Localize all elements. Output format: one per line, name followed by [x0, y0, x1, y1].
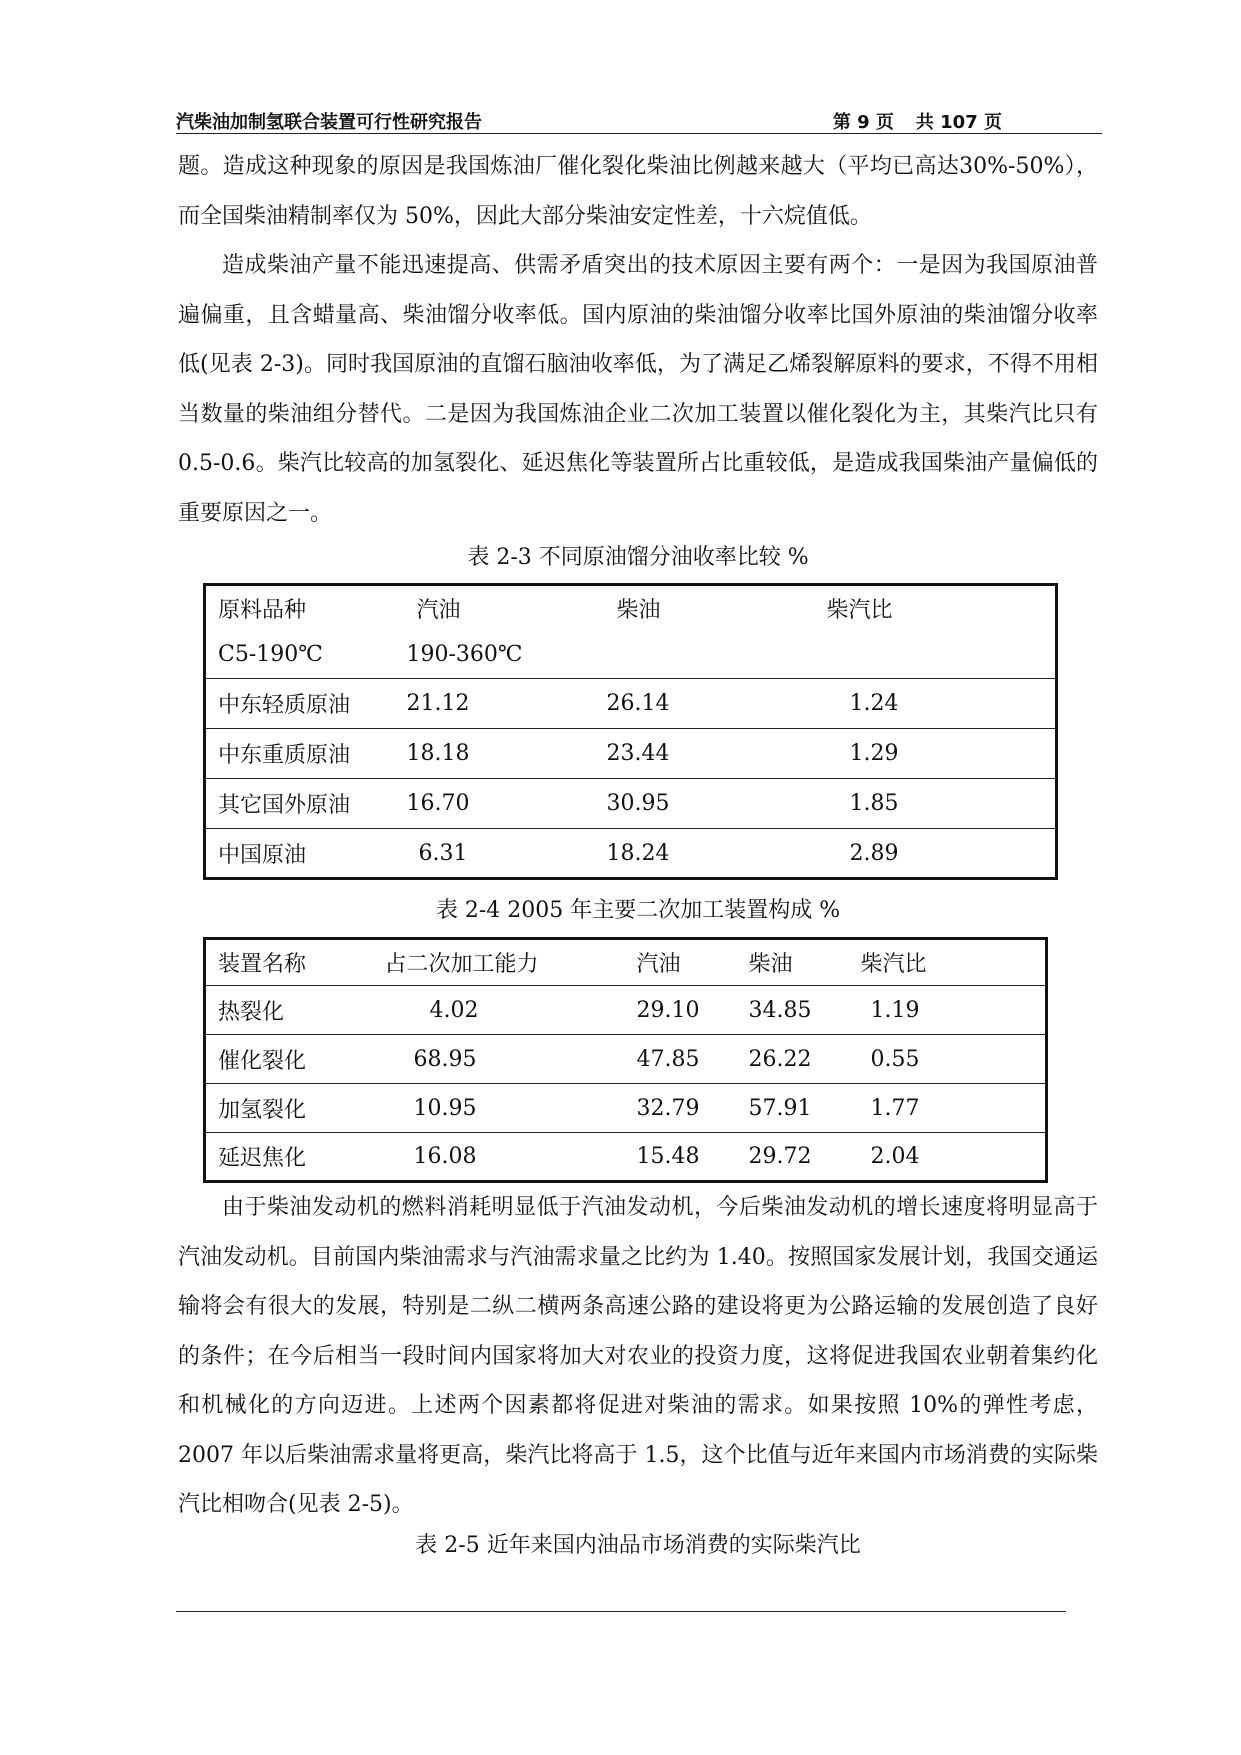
table-cell: 1.85: [805, 779, 1057, 829]
table-row: [205, 729, 1057, 779]
table-cell: 1.77: [849, 1084, 1047, 1133]
table-cell: 15.48: [625, 1133, 737, 1182]
table-2-3-caption: 表 2-3 不同原油馏分油收率比较 %: [467, 545, 809, 570]
table-subheader-cell: [805, 632, 1057, 679]
table-cell: 34.85: [737, 986, 849, 1035]
table-row: [205, 1133, 1047, 1182]
table-2-5-caption: 表 2-5 近年来国内油品市场消费的实际柴汽比: [415, 1533, 861, 1558]
table-cell: 1.29: [805, 729, 1057, 779]
table-cell: 热裂化: [205, 986, 380, 1035]
table-header-cell: 汽油: [416, 598, 461, 624]
table-cell: 16.08: [380, 1133, 625, 1182]
table-cell: 10.95: [380, 1084, 625, 1133]
table-cell: 中国原油: [205, 829, 395, 879]
table-cell: 6.31: [395, 829, 595, 879]
table-cell: 23.44: [595, 729, 805, 779]
table-header-cell: 原料品种: [218, 598, 307, 624]
table-row: [205, 1035, 1047, 1084]
table-header-cell: 占二次加工能力: [384, 952, 539, 977]
bottom-rule: [176, 1611, 1066, 1612]
table-header-cell: 柴汽比: [826, 598, 893, 624]
paragraph-2: 造成柴油产量不能迅速提高、供需矛盾突出的技术原因主要有两个：一是因为我国原油普遍偏重，且含蜡量高、柴油馏分收率低。国内原油的柴油馏分收率比国外原油的柴油馏分收率低(见表 2-3)。同时我国原油的直馏石脑油收率低，为了满足乙烯裂解原料的要求，不得不用相当数量的柴油组分替代。二是因为我国炼油企业二次加工装置以催化裂化为主，其柴汽比只有 0.5-0.6。柴汽比较高的加氢裂化、延迟焦化等装置所占比重较低，是造成我国柴油产量偏低的重要原因之一。: [178, 253, 1098, 526]
table-2-4: [203, 937, 1048, 1183]
table-cell: 催化裂化: [205, 1035, 380, 1084]
table-cell: 21.12: [395, 679, 595, 729]
table-cell: 26.22: [737, 1035, 849, 1084]
paragraph-1: 题。造成这种现象的原因是我国炼油厂催化裂化柴油比例越来越大（平均已高达30%-50%），而全国柴油精制率仅为 50%，因此大部分柴油安定性差，十六烷值低。: [178, 154, 1098, 229]
table-subheader-cell: 190-360℃: [406, 642, 523, 668]
table-row: [205, 779, 1057, 829]
table-header-cell: 柴油: [748, 952, 793, 977]
table-cell: 加氢裂化: [205, 1084, 380, 1133]
table-subheader-row: [205, 632, 1057, 679]
table-row: [205, 829, 1057, 879]
table-cell: 1.24: [805, 679, 1057, 729]
table-2-4-caption: 表 2-4 2005 年主要二次加工装置构成 %: [435, 898, 841, 923]
paragraph-3: 由于柴油发动机的燃料消耗明显低于汽油发动机，今后柴油发动机的增长速度将明显高于汽油发动机。目前国内柴油需求与汽油需求量之比约为 1.40。按照国家发展计划，我国交通运输将会有很大的发展，特别是二纵二横两条高速公路的建设将更为公路运输的发展创造了良好的条件；在今后相当一段时间内国家将加大对农业的投资力度，这将促进我国农业朝着集约化和机械化的方向迈进。上述两个因素都将促进对柴油的需求。如果按照 10%的弹性考虑，2007 年以后柴油需求量将更高，柴汽比将高于 1.5，这个比值与近年来国内市场消费的实际柴汽比相吻合(见表 2-5)。: [178, 1195, 1098, 1517]
table-header-row: [205, 585, 1057, 632]
table-row: [205, 986, 1047, 1035]
table-cell: 30.95: [595, 779, 805, 829]
table-cell: 47.85: [625, 1035, 737, 1084]
page-header: [176, 104, 1102, 134]
table-cell: 中东轻质原油: [205, 679, 395, 729]
table-cell: 延迟焦化: [205, 1133, 380, 1182]
table-cell: 26.14: [595, 679, 805, 729]
table-header-cell: 汽油: [636, 952, 681, 977]
table-row: [205, 679, 1057, 729]
table-2-3: [203, 583, 1058, 880]
table-cell: 2.04: [849, 1133, 1047, 1182]
table-cell: 2.89: [805, 829, 1057, 879]
table-cell: 18.18: [395, 729, 595, 779]
table-subheader-cell: C5-190℃: [218, 642, 323, 668]
table-header-cell: 装置名称: [218, 952, 307, 977]
table-subheader-cell: [595, 632, 805, 679]
table-cell: 1.19: [849, 986, 1047, 1035]
table-cell: 中东重质原油: [205, 729, 395, 779]
table-cell: 18.24: [595, 829, 805, 879]
table-cell: 29.72: [737, 1133, 849, 1182]
table-cell: 其它国外原油: [205, 779, 395, 829]
table-header-cell: 柴汽比: [860, 952, 927, 977]
table-cell: 4.02: [380, 986, 625, 1035]
table-cell: 0.55: [849, 1035, 1047, 1084]
page-number: 第 9 页 共 107 页: [832, 112, 1002, 133]
table-header-cell: 柴油: [616, 598, 661, 624]
table-cell: 57.91: [737, 1084, 849, 1133]
table-cell: 29.10: [625, 986, 737, 1035]
table-row: [205, 1084, 1047, 1133]
table-header-row: [205, 939, 1047, 986]
document-title: 汽柴油加制氢联合装置可行性研究报告: [176, 112, 482, 133]
header-rule: [176, 133, 1102, 134]
table-cell: 32.79: [625, 1084, 737, 1133]
table-cell: 68.95: [380, 1035, 625, 1084]
table-cell: 16.70: [395, 779, 595, 829]
